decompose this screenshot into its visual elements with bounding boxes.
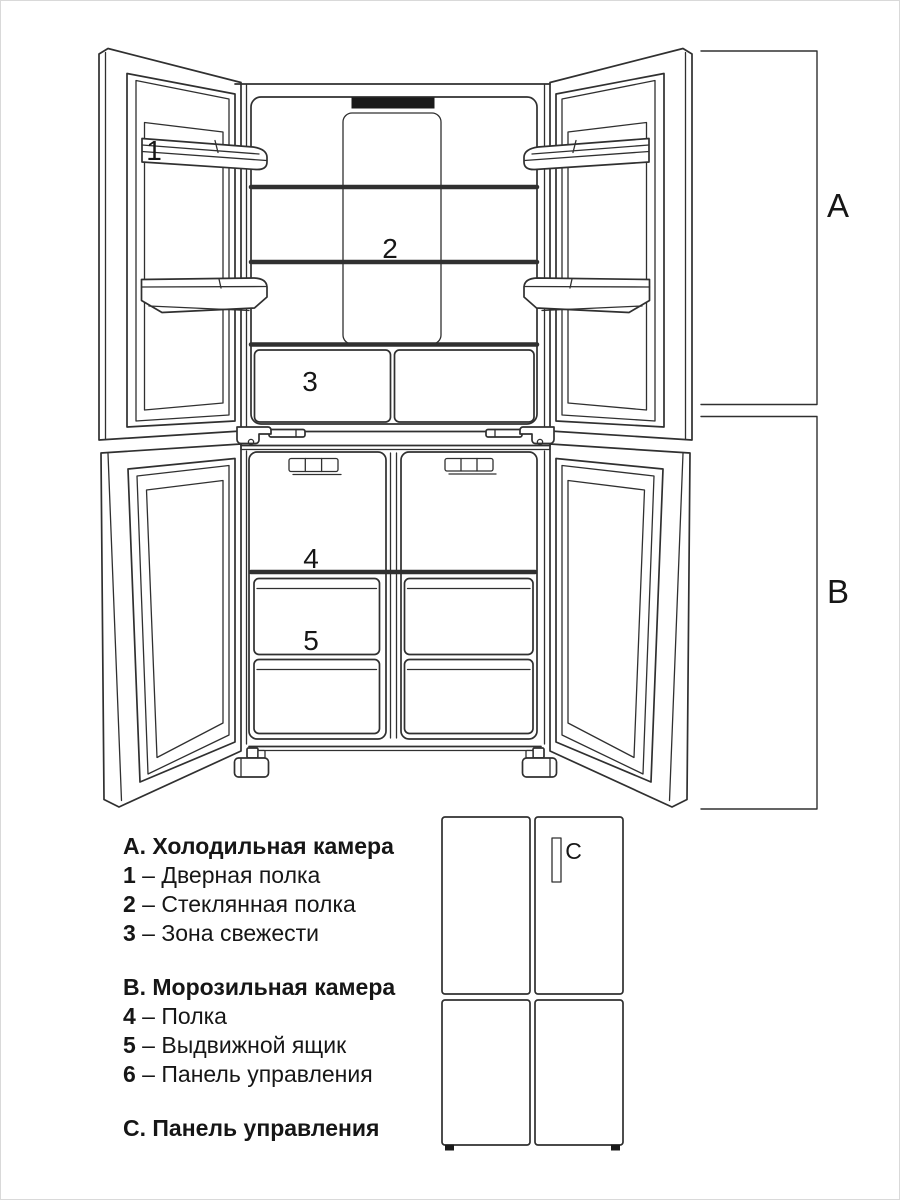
freezer-drawer-left-lower: [254, 660, 380, 734]
legend: [123, 832, 395, 1143]
legend-item-label: Панель управления: [161, 1061, 373, 1087]
door-shelf-right-lower: [524, 278, 650, 313]
closed-door-upper-left: [442, 817, 530, 994]
legend-item-label: Выдвижной ящик: [161, 1032, 347, 1058]
door-shelf-right-upper: [524, 139, 649, 170]
callout-freshness-zone: 3: [302, 366, 318, 397]
callout-freezer-drawer: 5: [303, 625, 319, 656]
legend-item-number: 1: [123, 862, 136, 888]
hinge-pin-block: [247, 748, 258, 758]
hinge-pin-block: [258, 751, 265, 759]
legend-heading: С. Панель управления: [123, 1115, 380, 1141]
middle-hinge-left: [237, 427, 305, 445]
closed-door-lower-left: [442, 1000, 530, 1145]
control-panel: [552, 838, 561, 882]
dimension-bracket-freezer: [701, 417, 849, 810]
legend-heading: А. Холодильная камера: [123, 833, 394, 859]
legend-item-label: Полка: [161, 1003, 227, 1029]
freezer-vent-panel-right: [445, 459, 493, 472]
door-liner-panel: [147, 481, 224, 758]
legend-item-separator: –: [135, 920, 162, 946]
closed-fridge-front-view: [442, 817, 623, 1151]
legend-item-separator: –: [135, 1061, 162, 1087]
freshness-drawer-right: [395, 350, 535, 422]
door-shelf-body: [524, 278, 650, 313]
door-edge-line: [670, 454, 684, 801]
legend-item-label: Дверная полка: [161, 862, 321, 888]
dimension-line-b: [701, 417, 817, 810]
door-liner-panel: [568, 481, 645, 758]
freezer-liner-right: [401, 452, 537, 739]
door-edge-line: [108, 454, 122, 801]
door-shelf-body: [142, 278, 268, 313]
legend-item: [123, 1060, 395, 1089]
hinge-pin-block: [526, 751, 533, 759]
hinge-arm: [486, 430, 522, 438]
freezer-drawer-right-upper: [405, 579, 534, 655]
freshness-drawer-left: [255, 350, 391, 422]
fridge-door-right: [550, 49, 692, 441]
freezer-vent-panel-right-detail: [449, 459, 496, 475]
fridge-foot: [445, 1145, 454, 1151]
freezer-drawer-right-lower: [405, 660, 534, 734]
dimension-label-a: A: [826, 187, 850, 224]
legend-heading: В. Морозильная камера: [123, 974, 396, 1000]
door-outer-frame: [550, 444, 690, 807]
door-outer-frame: [101, 444, 241, 807]
freezer-compartment: [247, 451, 545, 751]
legend-item-label: Зона свежести: [161, 920, 319, 946]
legend-item-label: Стеклянная полка: [161, 891, 356, 917]
legend-item-number: 5: [123, 1032, 136, 1058]
closed-door-lower-right: [535, 1000, 623, 1145]
door-inner-frame: [128, 459, 235, 783]
legend-item-separator: –: [135, 862, 162, 888]
fridge-door-left: [99, 49, 241, 441]
dimension-line-a: [701, 51, 817, 405]
legend-item: [123, 1031, 395, 1060]
freezer-door-right: [550, 444, 690, 807]
freezer-mullion: [391, 453, 397, 738]
hinge-pin-block: [533, 748, 544, 758]
door-outer-frame: [550, 49, 692, 441]
legend-item-separator: –: [135, 1032, 162, 1058]
callout-glass-shelf: 2: [382, 233, 398, 264]
door-inner-frame: [556, 459, 663, 783]
callout-control-panel: C: [565, 838, 582, 864]
callout-freezer-shelf: 4: [303, 543, 319, 574]
legend-item-separator: –: [135, 891, 162, 917]
legend-item-number: 3: [123, 920, 136, 946]
freezer-vent-panel-left: [289, 459, 338, 472]
door-outer-frame: [99, 49, 241, 441]
legend-item-number: 2: [123, 891, 136, 917]
legend-item-number: 6: [123, 1061, 136, 1087]
fridge-foot: [611, 1145, 620, 1151]
air-duct-panel: [343, 113, 441, 344]
door-shelf-left-lower: [142, 278, 268, 313]
freezer-door-left: [101, 444, 241, 807]
legend-item: [123, 861, 395, 890]
legend-item: [123, 890, 395, 919]
legend-item: [123, 919, 395, 948]
legend-item-number: 4: [123, 1003, 136, 1029]
legend-item: [123, 1002, 395, 1031]
middle-hinge-right: [486, 427, 554, 445]
door-shelf-body: [524, 139, 649, 170]
dimension-bracket-refrigerator: [701, 51, 849, 405]
hinge-arm: [269, 430, 305, 438]
dimension-label-b: B: [826, 573, 850, 610]
legend-item-separator: –: [135, 1003, 162, 1029]
interior-light-display: [352, 98, 435, 109]
freezer-liner-left: [249, 452, 386, 739]
callout-door-shelf: 1: [146, 135, 162, 166]
hinge-foot: [523, 758, 557, 777]
hinge-foot: [235, 758, 269, 777]
